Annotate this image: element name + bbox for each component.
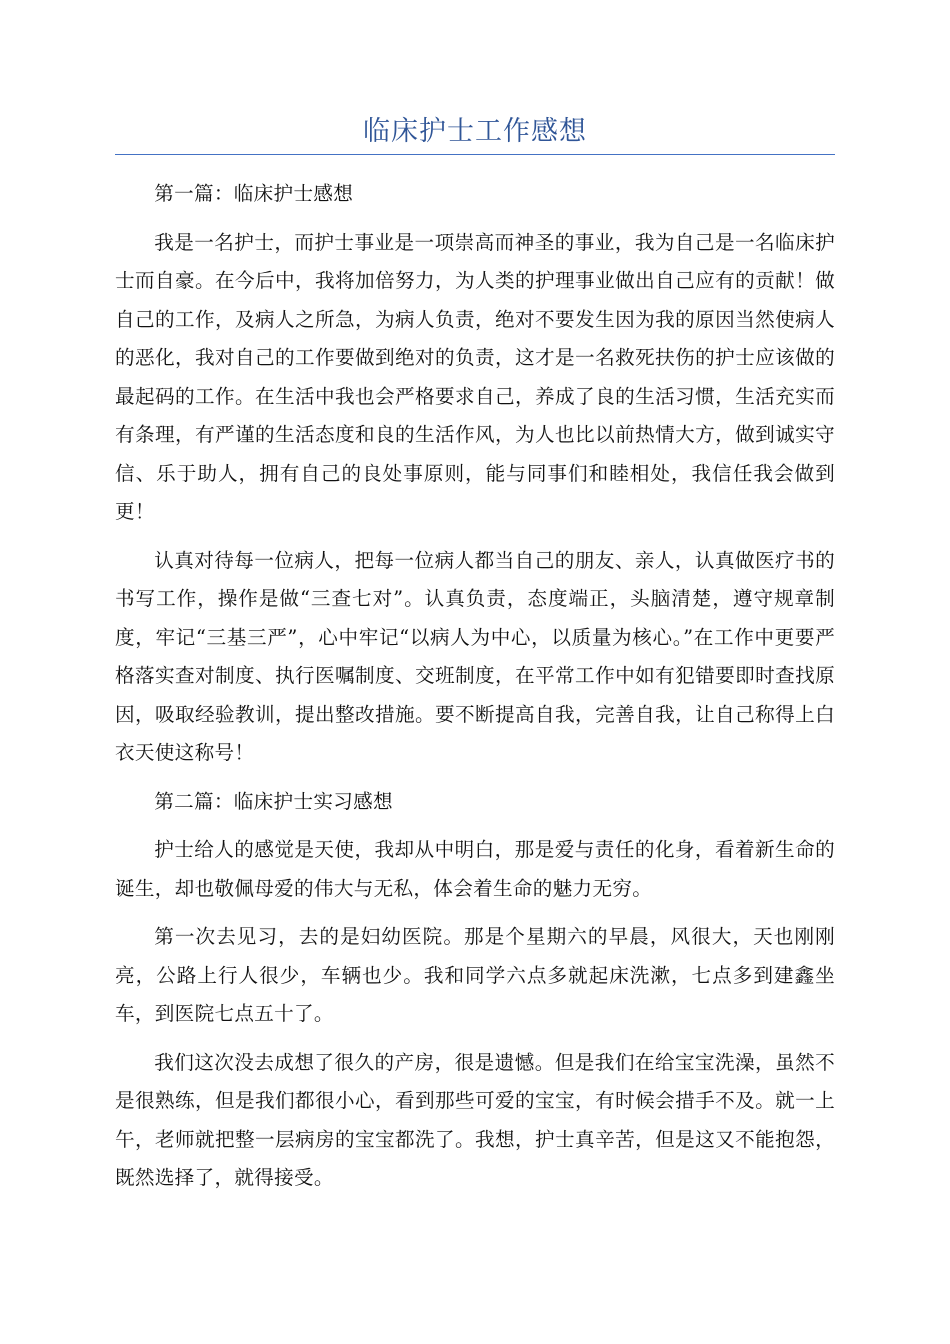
paragraph-5: 我们这次没去成想了很久的产房，很是遗憾。但是我们在给宝宝洗澡，虽然不是很熟练，但是我们都很小心，看到那些可爱的宝宝，有时候会措手不及。就一上午，老师就把整一层病房的宝宝都洗了。我想，护士真辛苦，但是这又不能抱怨，既然选择了，就得接受。 [115,1050,835,1189]
paragraph-4: 第一次去见习，去的是妇幼医院。那是个星期六的早晨，风很大，天也刚刚亮，公路上行人很少，车辆也少。我和同学六点多就起床洗漱，七点多到建鑫坐车，到医院七点五十了。 [115,925,835,1025]
document-page [115,112,835,1208]
document-title: 临床护士工作感想 [363,116,587,147]
section-heading-1: 第一篇：临床护士感想 [154,182,354,205]
paragraph-1: 我是一名护士，而护士事业是一项崇高而神圣的事业，我为自己是一名临床护士而自豪。在今后中，我将加倍努力，为人类的护理事业做出自己应有的贡献！做自己的工作，及病人之所急，为病人负责，绝对不要发生因为我的原因当然使病人的恶化，我对自己的工作要做到绝对的负责，这才是一名救死扶伤的护士应该做的最起码的工作。在生活中我也会严格要求自己，养成了良的生活习惯，生活充实而有条理，有严谨的生活态度和良的生活作风，为人也比以前热情大方，做到诚实守信、乐于助人，拥有自己的良处事原则，能与同事们和睦相处，我信任我会做到更！ [115,230,835,523]
paragraph-2: 认真对待每一位病人，把每一位病人都当自己的朋友、亲人，认真做医疗书的书写工作，操作是做“三查七对”。认真负责，态度端正，头脑清楚，遵守规章制度，牢记“三基三严”，心中牢记“以病人为中心，以质量为核心。”在工作中更要严格落实查对制度、执行医嘱制度、交班制度，在平常工作中如有犯错要即时查找原因，吸取经验教训，提出整改措施。要不断提高自我，完善自我，让自己称得上白衣天使这称号！ [115,548,835,764]
paragraph-3: 护士给人的感觉是天使，我却从中明白，那是爱与责任的化身，看着新生命的诞生，却也敬佩母爱的伟大与无私，体会着生命的魅力无穷。 [115,838,835,900]
title-underline [115,154,835,155]
section-heading-2: 第二篇：临床护士实习感想 [154,789,393,813]
